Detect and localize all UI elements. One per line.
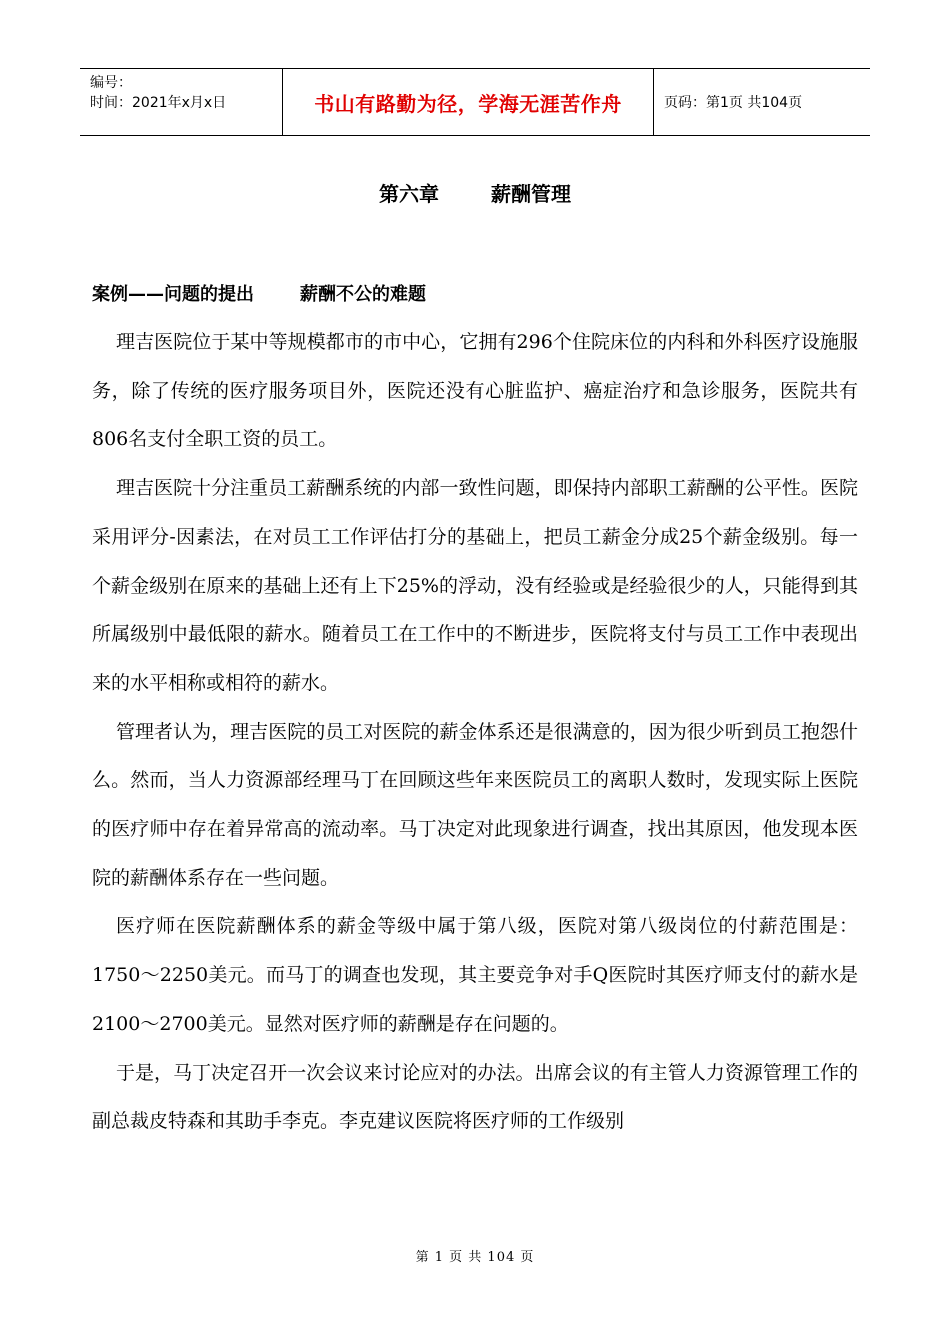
document-time-label: 时间：2021年x月x日 [90,95,227,111]
header-page-info [654,69,870,135]
chapter-title: 薪酬管理 [491,182,571,206]
document-number-label: 编号： [90,75,132,91]
page-header [80,68,870,136]
header-motto [282,69,654,135]
paragraph: 医疗师在医院薪酬体系的薪金等级中属于第八级，医院对第八级岗位的付薪范围是：1750～2250美元。而马丁的调查也发现，其主要竞争对手Q医院时其医疗师支付的薪水是2100～2700美元。显然对医疗师的薪酬是存在问题的。 [92,915,858,1035]
footer-page-number: 第 1 页 共 104 页 [415,1250,535,1265]
motto-text: 书山有路勤为径，学海无涯苦作舟 [314,91,622,116]
paragraph: 于是，马丁决定召开一次会议来讨论应对的办法。出席会议的有主管人力资源管理工作的副总裁皮特森和其助手李克。李克建议医院将医疗师的工作级别 [92,1061,858,1133]
chapter-number: 第六章 [379,182,439,206]
case-label: 案例——问题的提出 [92,284,254,305]
chapter-heading [0,178,950,207]
body-text [92,318,858,1146]
page-footer [0,1246,950,1265]
header-meta [80,69,282,135]
case-heading [92,280,426,306]
paragraph: 管理者认为，理吉医院的员工对医院的薪金体系还是很满意的，因为很少听到员工抱怨什么。然而，当人力资源部经理马丁在回顾这些年来医院员工的离职人数时，发现实际上医院的医疗师中存在着异常高的流动率。马丁决定对此现象进行调查，找出其原因，他发现本医院的薪酬体系存在一些问题。 [92,720,858,889]
paragraph: 理吉医院位于某中等规模都市的市中心，它拥有296个住院床位的内科和外科医疗设施服务，除了传统的医疗服务项目外，医院还没有心脏监护、癌症治疗和急诊服务，医院共有806名支付全职工资的员工。 [92,331,858,451]
case-title-text: 薪酬不公的难题 [300,284,426,305]
page-info-text: 页码：第1页 共104页 [664,95,803,111]
paragraph: 理吉医院十分注重员工薪酬系统的内部一致性问题，即保持内部职工薪酬的公平性。医院采用评分-因素法，在对员工工作评估打分的基础上，把员工薪金分成25个薪金级别。每一个薪金级别在原来的基础上还有上下25%的浮动，没有经验或是经验很少的人，只能得到其所属级别中最低限的薪水。随着员工在工作中的不断进步，医院将支付与员工工作中表现出来的水平相称或相符的薪水。 [92,477,858,694]
